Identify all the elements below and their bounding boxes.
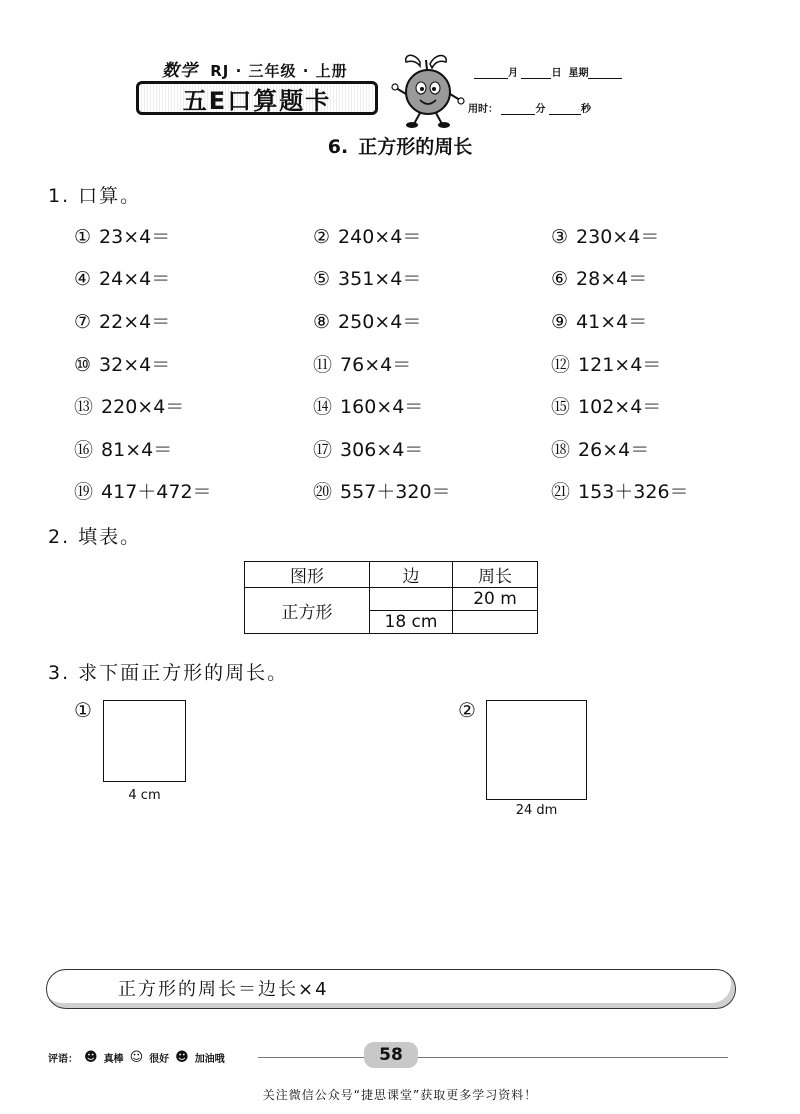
- table-header-row: [245, 562, 538, 588]
- math-problem: [313, 307, 421, 334]
- math-problem: [313, 477, 451, 504]
- perimeter-formula: 正方形的周长＝边长×4: [118, 979, 329, 1000]
- problem-expression: 32×4＝: [99, 354, 171, 376]
- footer-divider: [258, 1057, 728, 1058]
- problem-expression: 351×4＝: [338, 268, 422, 290]
- problem-expression: 250×4＝: [338, 311, 422, 333]
- square1-number: ①: [74, 698, 92, 722]
- table-header-perimeter: 周长: [453, 562, 538, 588]
- table-perimeter-blank-cell[interactable]: [453, 611, 538, 634]
- math-problem: [74, 435, 172, 462]
- problem-number: ⑤: [313, 268, 331, 290]
- problem-number: ⑬: [74, 396, 94, 418]
- problem-expression: 230×4＝: [576, 226, 660, 248]
- lesson-number: 6.: [327, 136, 349, 158]
- smile-face-icon[interactable]: ☺: [129, 1050, 144, 1065]
- problem-expression: 23×4＝: [99, 226, 171, 248]
- problem-number: ④: [74, 268, 92, 290]
- problem-expression: 240×4＝: [338, 226, 422, 248]
- problem-expression: 24×4＝: [99, 268, 171, 290]
- problem-number: ⑮: [551, 396, 571, 418]
- cheer-face-icon[interactable]: ☻: [175, 1050, 189, 1065]
- table-perimeter-cell: 20 m: [453, 588, 538, 611]
- problem-number: ①: [74, 226, 92, 248]
- problem-number: ⑲: [74, 481, 94, 503]
- weekday-blank[interactable]: [588, 68, 622, 79]
- problem-number: ⑥: [551, 268, 569, 290]
- problem-expression: 41×4＝: [576, 311, 648, 333]
- problem-expression: 76×4＝: [340, 354, 412, 376]
- math-problem: [551, 222, 659, 249]
- day-blank[interactable]: [521, 68, 551, 79]
- grin-face-icon[interactable]: ☻: [84, 1050, 98, 1065]
- problem-number: ⑦: [74, 311, 92, 333]
- math-problem: [551, 307, 647, 334]
- problem-number: ⑨: [551, 311, 569, 333]
- apple-mascot-icon: [390, 48, 468, 130]
- table-side-cell: 18 cm: [370, 611, 453, 634]
- math-problem: [74, 264, 170, 291]
- problem-number: ②: [313, 226, 331, 248]
- math-problem: [74, 350, 170, 377]
- problem-number: ③: [551, 226, 569, 248]
- seconds-label: 秒: [580, 104, 591, 115]
- square2-side-label: 24 dm: [515, 803, 558, 818]
- math-problem: [313, 222, 421, 249]
- month-label: 月: [508, 68, 518, 79]
- minutes-blank[interactable]: [501, 104, 535, 115]
- eval-good: 很好: [149, 1054, 170, 1065]
- page-number-badge: [364, 1042, 418, 1068]
- minutes-label: 分: [535, 104, 546, 115]
- month-blank[interactable]: [474, 68, 508, 79]
- table-header-shape: 图形: [245, 562, 370, 588]
- problem-expression: 81×4＝: [101, 439, 173, 461]
- eval-keep-going: 加油哦: [194, 1054, 225, 1065]
- section3-title: 3. 求下面正方形的周长。: [48, 662, 289, 684]
- math-problem: [313, 350, 411, 377]
- problem-expression: 306×4＝: [340, 439, 424, 461]
- table-shape-cell: 正方形: [245, 588, 370, 634]
- series-title-banner: [136, 81, 378, 115]
- eval-great: 真棒: [103, 1054, 124, 1065]
- problem-number: ⑧: [313, 311, 331, 333]
- problem-number: ㉑: [551, 481, 571, 503]
- table-side-blank-cell[interactable]: [370, 588, 453, 611]
- series-title: 五E口算题卡: [182, 86, 332, 115]
- problem-expression: 121×4＝: [578, 354, 662, 376]
- table-header-side: 边: [370, 562, 453, 588]
- problem-number: ⑰: [313, 439, 333, 461]
- section1-title: 1. 口算。: [48, 185, 142, 207]
- lesson-name: 正方形的周长: [358, 136, 473, 158]
- math-problem: [74, 307, 170, 334]
- math-problem: [551, 350, 661, 377]
- subject-label: 数学: [162, 61, 198, 81]
- math-problem: [551, 264, 647, 291]
- square1-side-label: 4 cm: [128, 788, 161, 803]
- problem-expression: 220×4＝: [101, 396, 185, 418]
- lesson-title: [0, 132, 800, 159]
- evaluation-row: [48, 1050, 225, 1065]
- square1-figure: [103, 700, 186, 782]
- math-problem: [551, 435, 649, 462]
- time-fill-line: [468, 100, 591, 115]
- section2-title: 2. 填表。: [48, 526, 142, 548]
- math-problem: [74, 477, 212, 504]
- math-problem: [74, 222, 170, 249]
- math-problem: [313, 264, 421, 291]
- problem-number: ⑩: [74, 354, 92, 376]
- problem-number: ⑳: [313, 481, 333, 503]
- problem-number: ⑯: [74, 439, 94, 461]
- day-label: 日: [551, 68, 562, 79]
- square2-number: ②: [458, 698, 476, 722]
- problem-expression: 557＋320＝: [340, 481, 451, 503]
- problem-number: ⑫: [551, 354, 571, 376]
- math-problem: [313, 392, 423, 419]
- math-problem: [551, 392, 661, 419]
- fill-table: [244, 561, 538, 634]
- problem-expression: 28×4＝: [576, 268, 648, 290]
- problem-number: ⑱: [551, 439, 571, 461]
- weekday-label: 星期: [568, 68, 589, 79]
- math-problem: [74, 392, 184, 419]
- seconds-blank[interactable]: [549, 104, 581, 115]
- problem-expression: 160×4＝: [340, 396, 424, 418]
- problem-number: ⑭: [313, 396, 333, 418]
- date-fill-line: [474, 64, 622, 79]
- footer-note: 关注微信公众号“捷思课堂”获取更多学习资料！: [262, 1088, 538, 1102]
- problem-expression: 102×4＝: [578, 396, 662, 418]
- math-problem: [551, 477, 689, 504]
- problem-expression: 153＋326＝: [578, 481, 689, 503]
- subject-grade-line: [162, 56, 348, 81]
- grade-info: RJ · 三年级 · 上册: [210, 62, 348, 80]
- square2-figure: [486, 700, 587, 800]
- problem-expression: 22×4＝: [99, 311, 171, 333]
- problem-expression: 417＋472＝: [101, 481, 212, 503]
- time-label: 用时：: [468, 104, 498, 115]
- problem-number: ⑪: [313, 354, 333, 376]
- page-number: 58: [379, 1045, 403, 1065]
- table-row: [245, 588, 538, 611]
- math-problem: [313, 435, 423, 462]
- problem-expression: 26×4＝: [578, 439, 650, 461]
- eval-label: 评语：: [48, 1054, 78, 1065]
